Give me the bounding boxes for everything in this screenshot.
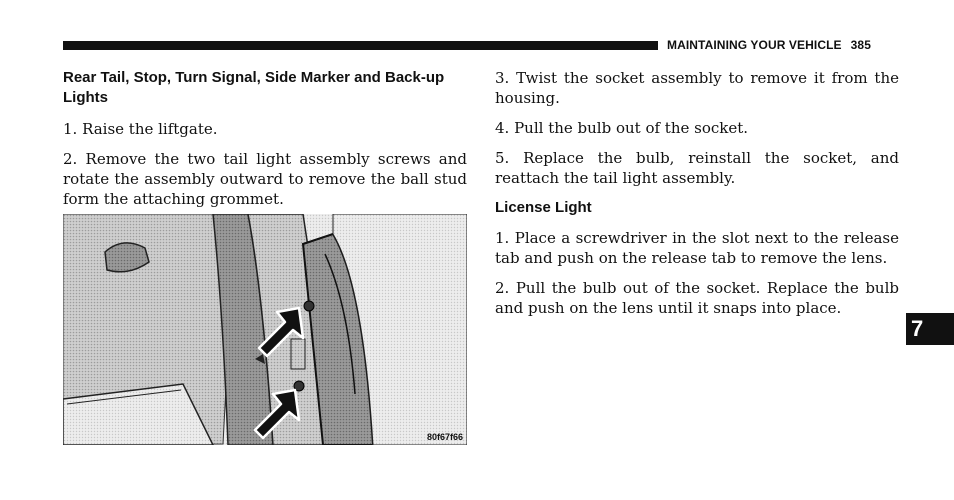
section-heading-rear-lights: Rear Tail, Stop, Turn Signal, Side Marker and Back-up Lights: [63, 69, 445, 106]
step-5-replace-bulb: 5. Replace the bulb, reinstall the socket, and reattach the tail light assembly.: [495, 149, 899, 187]
section-title: MAINTAINING YOUR VEHICLE: [667, 38, 842, 52]
license-step-1: 1. Place a screwdriver in the slot next to the release tab and push on the release tab to remove the lens.: [495, 229, 899, 267]
header-rule: [63, 41, 658, 50]
step-2-remove-screws: 2. Remove the two tail light assembly screws and rotate the assembly outward to remove the ball stud form the attaching grommet.: [63, 150, 467, 208]
arrow-icon: [249, 384, 309, 444]
step-1-raise-liftgate: 1. Raise the liftgate.: [63, 120, 218, 138]
section-heading-license-light: License Light: [495, 199, 592, 216]
step-4-pull-bulb: 4. Pull the bulb out of the socket.: [495, 119, 749, 137]
running-header: [667, 38, 871, 52]
arrow-icon: [253, 302, 313, 362]
step-3-twist-socket: 3. Twist the socket assembly to remove it from the housing.: [495, 69, 899, 107]
page-number: 385: [850, 38, 871, 52]
figure-code: 80f67f66: [426, 432, 463, 442]
chapter-tab: 7: [906, 313, 954, 345]
license-step-2: 2. Pull the bulb out of the socket. Replace the bulb and push on the lens until it snaps into place.: [495, 279, 899, 317]
tail-light-illustration: [63, 214, 467, 445]
left-column: [63, 68, 467, 219]
right-column: [495, 68, 899, 328]
